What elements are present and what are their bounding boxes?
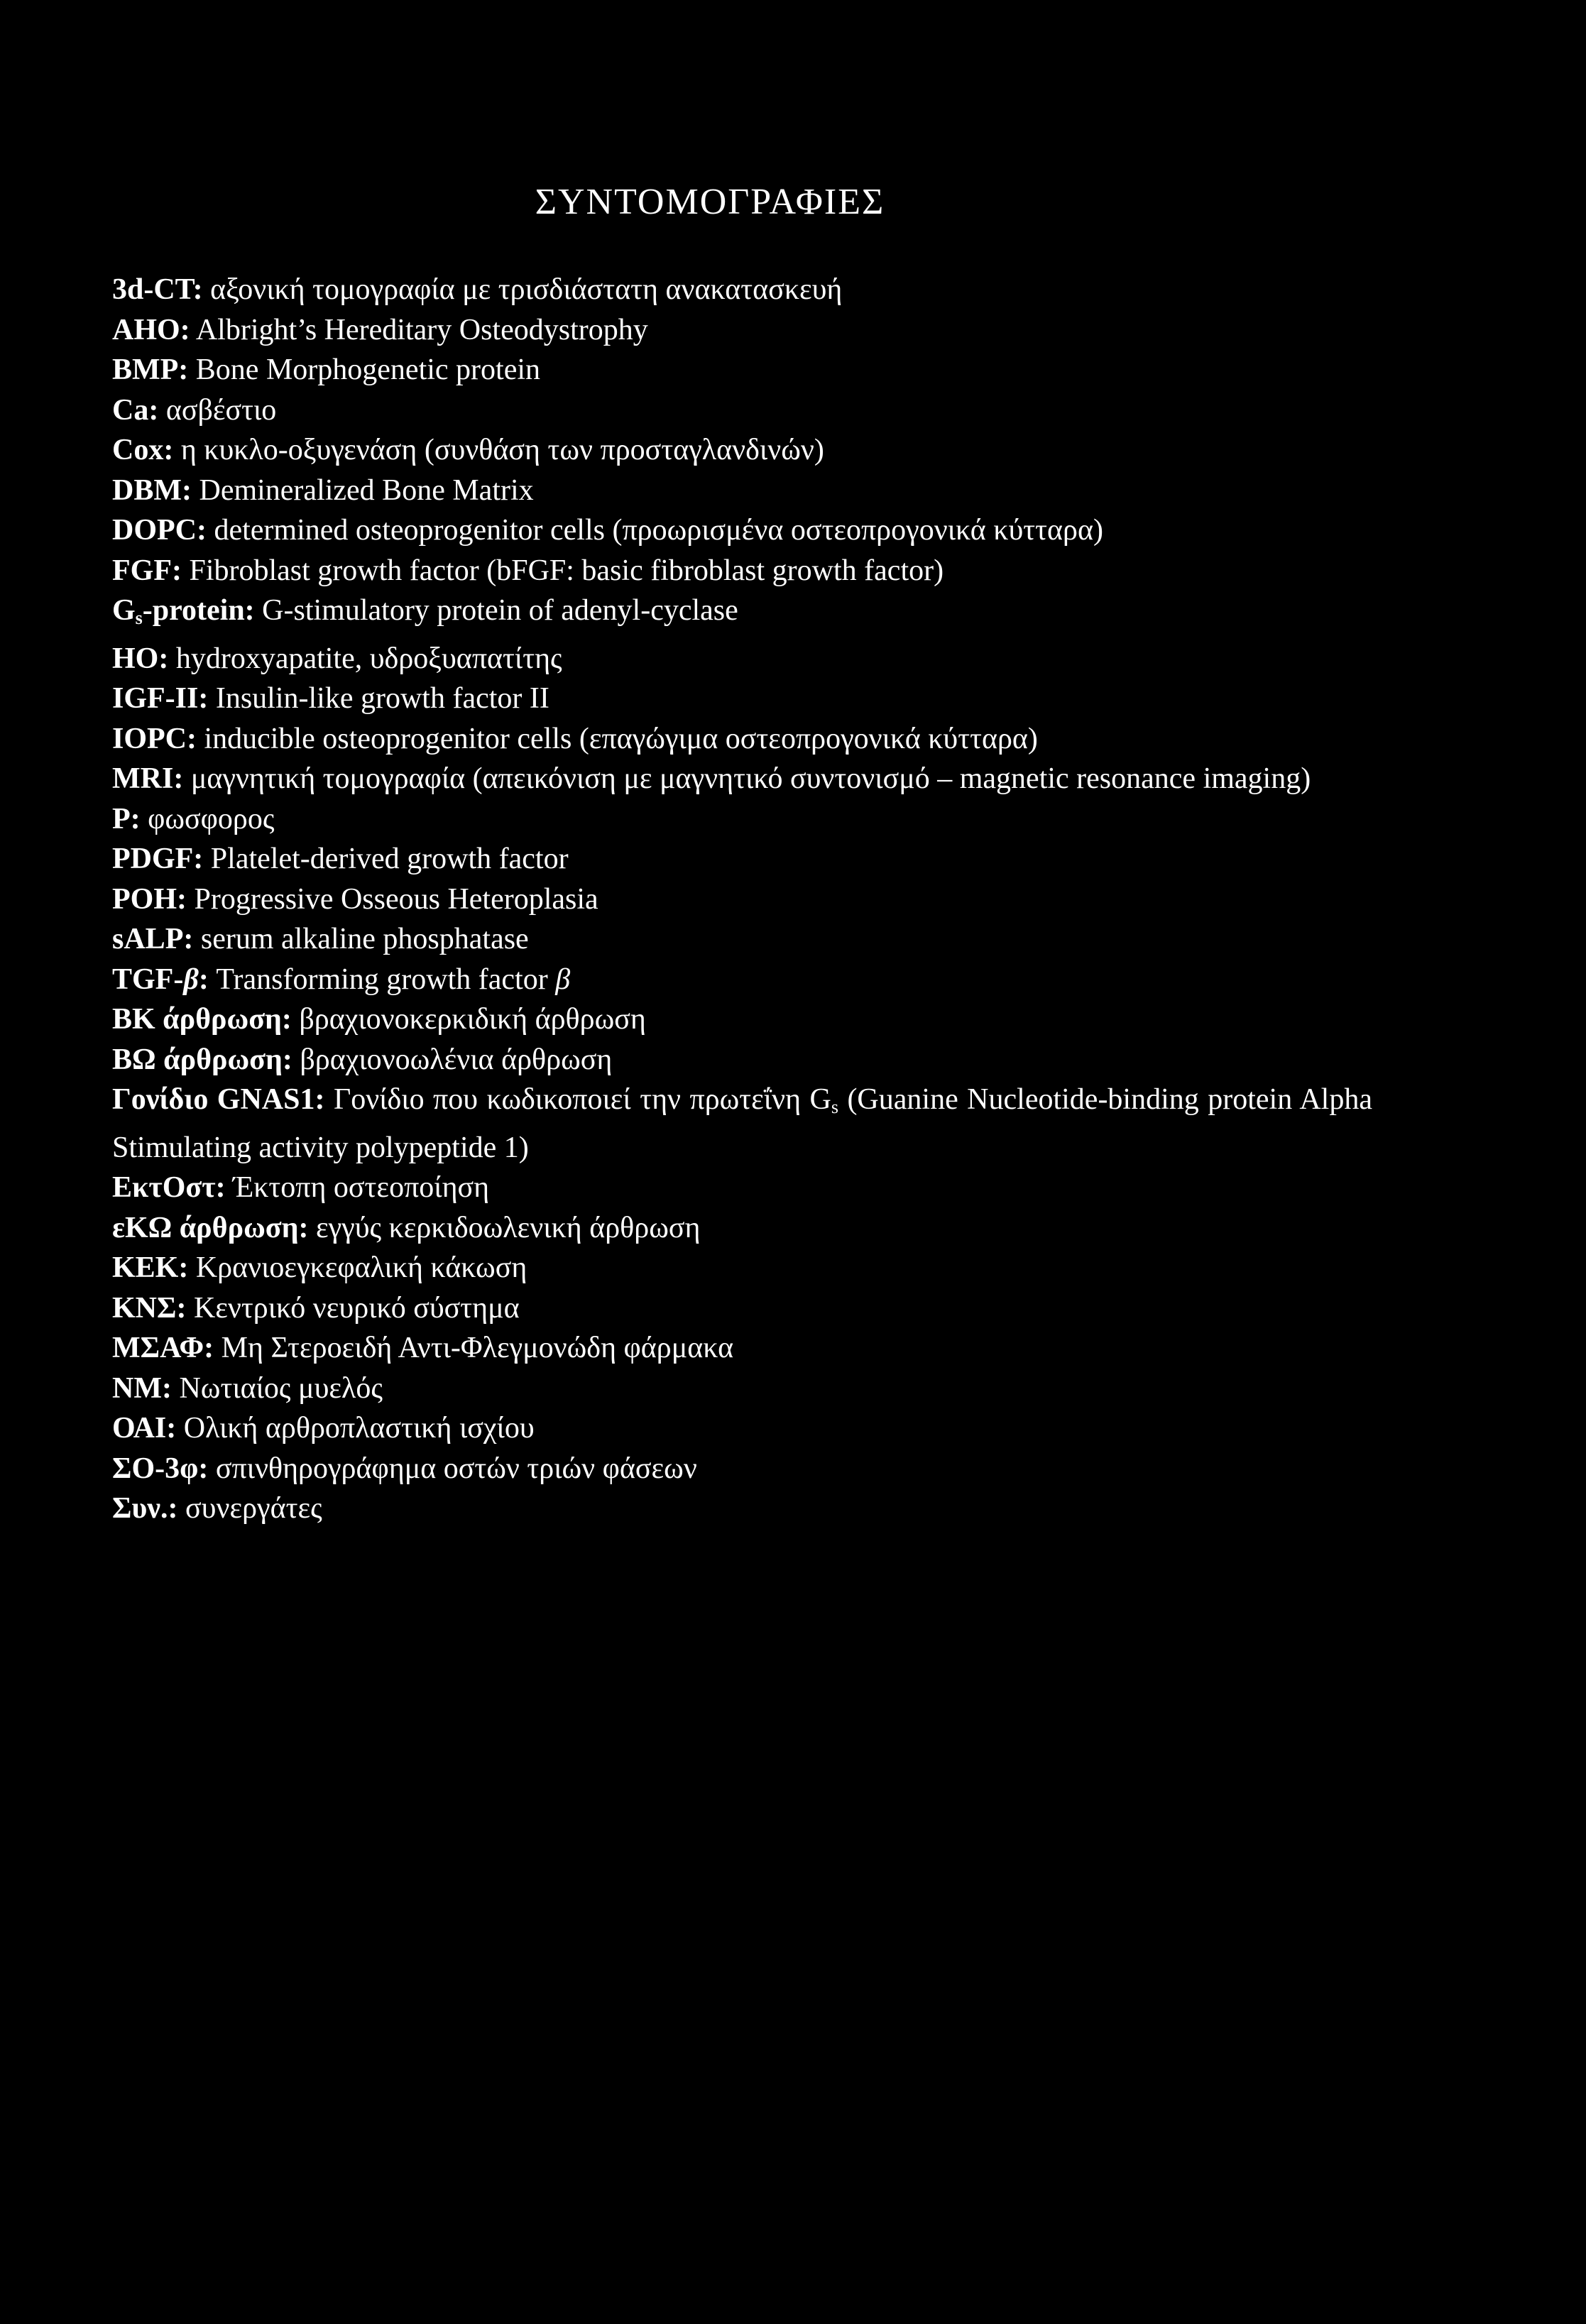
abbreviation-term: BMP: — [112, 353, 189, 386]
list-item — [112, 1040, 1372, 1080]
list-item — [112, 839, 1372, 879]
term-main: G — [112, 594, 136, 627]
abbreviation-term: Γονίδιο GNAS1: — [112, 1083, 325, 1116]
abbreviation-term: PDGF: — [112, 843, 204, 875]
abbreviation-definition: serum alkaline phosphatase — [200, 923, 529, 955]
abbreviation-term: IOPC: — [112, 722, 197, 755]
abbreviation-definition: η κυκλο-οξυγενάση (συνθάση των προσταγλανδινών) — [180, 434, 824, 466]
abbreviation-term: FGF: — [112, 554, 182, 587]
abbreviation-term: ΚΝΣ: — [112, 1291, 187, 1325]
abbreviation-definition: φωσφορος — [148, 802, 275, 835]
abbreviation-definition: Albright’s Hereditary Osteodystrophy — [195, 313, 648, 346]
abbreviation-term: HO: — [112, 642, 169, 675]
list-item — [112, 1489, 1372, 1529]
abbreviation-definition: μαγνητική τομογραφία (απεικόνιση με μαγνητικό συντονισμό – magnetic resonance imaging) — [190, 762, 1311, 795]
list-item — [112, 999, 1372, 1040]
list-item — [112, 1328, 1372, 1369]
term-subscript: s — [135, 608, 143, 628]
abbreviation-term: Ca: — [112, 393, 159, 427]
abbreviation-definition: determined osteoprogenitor cells (προωρισμένα οστεοπρογονικά κύτταρα) — [214, 514, 1103, 547]
abbreviation-definition: G-stimulatory protein of adenyl-cyclase — [262, 594, 738, 627]
list-item — [112, 350, 1372, 390]
list-item — [112, 510, 1372, 551]
abbreviation-term: AHO: — [112, 313, 190, 346]
list-item — [112, 1408, 1372, 1449]
abbreviation-term: ΣΟ-3φ: — [112, 1452, 209, 1485]
abbreviation-definition: Insulin-like growth factor II — [215, 682, 549, 715]
list-item — [112, 390, 1372, 431]
abbreviation-definition: εγγύς κερκιδοωλενική άρθρωση — [315, 1211, 701, 1244]
abbreviation-list — [112, 270, 1372, 1529]
list-item — [112, 1248, 1372, 1288]
abbreviation-term: sALP: — [112, 923, 194, 955]
abbreviation-definition: Έκτοπη οστεοποίηση — [233, 1171, 490, 1204]
list-item — [112, 799, 1372, 840]
list-item — [112, 1080, 1372, 1168]
abbreviation-term: ΕκτΟστ: — [112, 1171, 226, 1204]
list-item — [112, 1449, 1372, 1489]
abbreviation-definition — [216, 963, 570, 996]
abbreviation-definition: συνεργάτες — [185, 1492, 322, 1525]
list-item — [112, 551, 1372, 591]
definition-rest: (Guanine Nucleotide-binding protein Alpha Stimulating activity polypeptide 1) — [112, 1083, 1372, 1164]
term-rest: -protein: — [142, 594, 255, 627]
definition-beta: β — [555, 963, 571, 996]
abbreviation-definition: Μη Στεροειδή Αντι-Φλεγμονώδη φάρμακα — [221, 1332, 734, 1364]
abbreviation-definition: ασβέστιο — [165, 393, 277, 427]
abbreviation-definition: αξονική τομογραφία με τρισδιάστατη ανακατασκευή — [210, 273, 843, 306]
abbreviation-definition: Progressive Osseous Heteroplasia — [194, 882, 598, 916]
abbreviation-definition: Κρανιοεγκεφαλική κάκωση — [195, 1251, 527, 1284]
abbreviation-term: BK άρθρωση: — [112, 1003, 292, 1036]
abbreviation-term: εΚΩ άρθρωση: — [112, 1211, 309, 1244]
abbreviation-definition: Fibroblast growth factor (bFGF: basic fibroblast growth factor) — [189, 554, 944, 587]
term-rest: : — [198, 963, 209, 996]
abbreviation-term: ΟΑΙ: — [112, 1412, 177, 1445]
abbreviation-term: DBM: — [112, 473, 192, 507]
abbreviation-term: Συν.: — [112, 1492, 178, 1525]
term-beta: β — [183, 963, 199, 996]
abbreviation-definition: Ολική αρθροπλαστική ισχίου — [183, 1412, 535, 1445]
list-item — [112, 430, 1372, 471]
list-item — [112, 310, 1372, 351]
abbreviation-term: 3d-CT: — [112, 273, 203, 306]
abbreviation-definition: hydroxyapatite, υδροξυαπατίτης — [175, 642, 562, 675]
term-main: TGF- — [112, 963, 184, 996]
abbreviation-term: ΒΩ άρθρωση: — [112, 1043, 292, 1076]
list-item — [112, 919, 1372, 960]
list-item — [112, 1208, 1372, 1249]
abbreviation-term — [112, 594, 255, 627]
abbreviation-term: POH: — [112, 882, 187, 916]
abbreviation-definition: βραχιονοωλένια άρθρωση — [300, 1043, 613, 1076]
abbreviation-term: P: — [112, 802, 141, 835]
abbreviation-definition: Platelet-derived growth factor — [210, 843, 569, 875]
abbreviation-definition: σπινθηρογράφημα οστών τριών φάσεων — [215, 1452, 697, 1485]
list-item — [112, 1288, 1372, 1329]
list-item — [112, 591, 1372, 639]
abbreviation-term: Cox: — [112, 434, 174, 466]
abbreviation-term: ΜΣΑΦ: — [112, 1332, 214, 1364]
abbreviation-term: MRI: — [112, 762, 184, 795]
abbreviation-term: DOPC: — [112, 514, 207, 547]
abbreviation-definition: Demineralized Bone Matrix — [199, 473, 534, 507]
list-item — [112, 960, 1372, 1000]
list-item — [112, 679, 1372, 719]
abbreviation-definition: Νωτιαίος μυελός — [179, 1371, 383, 1405]
abbreviation-term: ΚΕΚ: — [112, 1251, 189, 1284]
list-item — [112, 1168, 1372, 1208]
list-item — [112, 1369, 1372, 1409]
list-item — [112, 719, 1372, 760]
abbreviation-term — [112, 963, 209, 996]
page-title: ΣΥΝΤΟΜΟΓΡΑΦΙΕΣ — [535, 182, 885, 222]
list-item — [112, 759, 1372, 799]
abbreviation-term: IGF-II: — [112, 682, 209, 715]
abbreviation-definition: Κεντρικό νευρικό σύστημα — [193, 1291, 520, 1325]
list-item — [112, 639, 1372, 679]
abbreviation-term: ΝΜ: — [112, 1371, 172, 1405]
definition-main: Transforming growth factor — [216, 963, 556, 996]
abbreviation-definition: βραχιονοκερκιδική άρθρωση — [299, 1003, 646, 1036]
abbreviation-definition: Bone Morphogenetic protein — [195, 353, 541, 386]
list-item — [112, 879, 1372, 920]
definition-subscript: s — [831, 1097, 838, 1117]
abbreviation-definition: inducible osteoprogenitor cells (επαγώγιμα οστεοπρογονικά κύτταρα) — [204, 722, 1038, 755]
list-item — [112, 270, 1372, 310]
list-item — [112, 471, 1372, 511]
definition-main: Γονίδιο που κωδικοποιεί την πρωτεΐνη G — [333, 1083, 831, 1116]
